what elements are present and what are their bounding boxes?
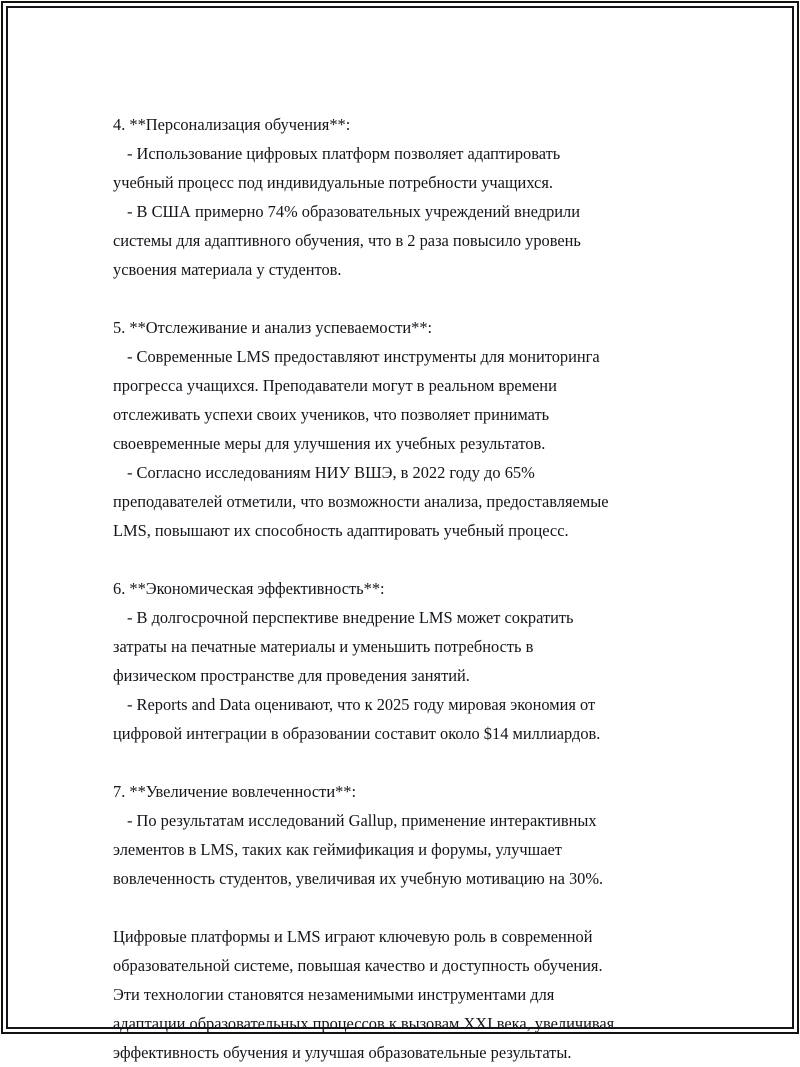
document-body: [113, 110, 693, 1067]
text-line: элементов в LMS, таких как геймификация и форумы, улучшает: [113, 840, 562, 859]
text-line: эффективность обучения и улучшая образовательные результаты.: [113, 1043, 572, 1062]
text-line: системы для адаптивного обучения, что в 2 раза повысило уровень: [113, 231, 581, 250]
text-line: 5. **Отслеживание и анализ успеваемости**:: [113, 318, 433, 337]
text-line: - Reports and Data оценивают, что к 2025 году мировая экономия от: [127, 695, 596, 714]
text-line: LMS, повышают их способность адаптировать учебный процесс.: [113, 521, 569, 540]
text-line: адаптации образовательных процессов к вызовам XXI века, увеличивая: [113, 1014, 615, 1033]
text-line: - В долгосрочной перспективе внедрение LMS может сократить: [127, 608, 574, 627]
text-line: цифровой интеграции в образовании составит около $14 миллиардов.: [113, 724, 601, 743]
text-line: вовлеченность студентов, увеличивая их учебную мотивацию на 30%.: [113, 869, 604, 888]
text-line: усвоения материала у студентов.: [113, 260, 342, 279]
paragraph-conclusion: [113, 922, 693, 1067]
paragraph-section-5: [113, 313, 693, 545]
text-line: - Современные LMS предоставляют инструменты для мониторинга: [127, 347, 600, 366]
text-line: учебный процесс под индивидуальные потребности учащихся.: [113, 173, 553, 192]
paragraph-section-7: [113, 777, 693, 893]
paragraph-section-6: [113, 574, 693, 748]
text-line: 6. **Экономическая эффективность**:: [113, 579, 385, 598]
text-line: - Использование цифровых платформ позволяет адаптировать: [127, 144, 561, 163]
text-line: своевременные меры для улучшения их учебных результатов.: [113, 434, 546, 453]
text-line: Цифровые платформы и LMS играют ключевую роль в современной: [113, 927, 593, 946]
text-line: затраты на печатные материалы и уменьшить потребность в: [113, 637, 534, 656]
text-line: 4. **Персонализация обучения**:: [113, 115, 351, 134]
text-line: физическом пространстве для проведения занятий.: [113, 666, 470, 685]
text-line: - Согласно исследованиям НИУ ВШЭ, в 2022 году до 65%: [127, 463, 535, 482]
text-line: образовательной системе, повышая качество и доступность обучения.: [113, 956, 603, 975]
text-line: - По результатам исследований Gallup, применение интерактивных: [127, 811, 597, 830]
text-line: преподавателей отметили, что возможности анализа, предоставляемые: [113, 492, 609, 511]
text-line: 7. **Увеличение вовлеченности**:: [113, 782, 357, 801]
text-line: отслеживать успехи своих учеников, что позволяет принимать: [113, 405, 550, 424]
text-line: - В США примерно 74% образовательных учреждений внедрили: [127, 202, 580, 221]
paragraph-section-4: [113, 110, 693, 284]
text-line: Эти технологии становятся незаменимыми инструментами для: [113, 985, 555, 1004]
text-line: прогресса учащихся. Преподаватели могут в реальном времени: [113, 376, 557, 395]
